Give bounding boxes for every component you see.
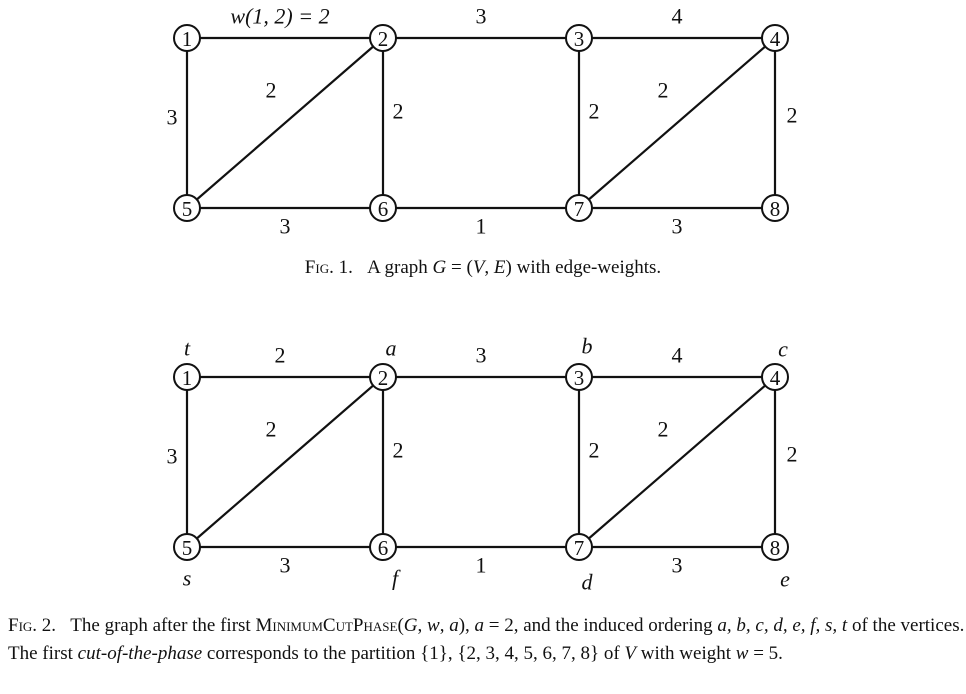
fig2-vertex-name-1: t: [183, 335, 191, 361]
fig1-node-2-label: 2: [377, 27, 389, 51]
fig1-edge-1-5-weight: 3: [166, 104, 178, 130]
fig2-symbol-a: a: [449, 615, 459, 636]
fig1-symbol-G: G: [432, 257, 447, 278]
fig2-ordering: a, b, c, d, e, f, s, t: [717, 615, 848, 636]
fig1-edge-4-7: [579, 38, 775, 208]
fig1-symbol-V: V: [472, 257, 485, 278]
fig2-edge-6-7-weight: 1: [475, 552, 487, 578]
fig1-text-d: ) with edge-weights.: [505, 257, 662, 278]
fig2-text-d: ,: [439, 615, 450, 636]
fig2-vertex-name-5: s: [182, 565, 192, 591]
fig2-vertex-name-7: d: [581, 569, 593, 595]
fig1-edge-3-7-weight: 2: [588, 98, 600, 124]
fig1-edge-4-8-weight: 2: [786, 102, 798, 128]
fig2-text-b: (: [397, 615, 404, 636]
fig1-edge-2-3-weight: 3: [475, 3, 487, 29]
fig2-node-7-label: 7: [573, 536, 585, 560]
fig1-group: [167, 4, 798, 239]
fig1-edge-1-2-weight: w(1, 2) = 2: [230, 3, 330, 29]
fig1-node-5-label: 5: [181, 197, 193, 221]
fig1-text-a: A graph: [367, 257, 433, 278]
fig2-edge-4-8-weight: 2: [786, 441, 798, 467]
fig1-node-4-label: 4: [769, 27, 781, 51]
fig2-node-2-label: 2: [377, 366, 389, 390]
fig1-symbol-E: E: [493, 257, 506, 278]
fig1-edge-3-4-weight: 4: [671, 3, 683, 29]
fig1-number: . 1.: [329, 257, 353, 278]
fig2-node-6-label: 6: [377, 536, 389, 560]
fig2-node-5-label: 5: [181, 536, 193, 560]
fig2-number: . 2.: [32, 615, 57, 636]
fig2-edge-2-5: [187, 377, 383, 547]
fig2-edge-1-2-weight: 2: [274, 342, 286, 368]
fig2-vertex-name-8: e: [780, 566, 790, 592]
fig2-vertex-name-3: b: [581, 333, 593, 359]
figure-2-caption: [8, 612, 966, 668]
fig2-edge-7-8-weight: 3: [671, 552, 683, 578]
fig2-node-3-label: 3: [573, 366, 585, 390]
fig1-edge-7-8-weight: 3: [671, 213, 683, 239]
fig2-node-8-label: 8: [769, 536, 781, 560]
fig2-text-a: The graph after the first: [70, 615, 256, 636]
fig1-text-c: ,: [484, 257, 494, 278]
fig2-edge-1-5-weight: 3: [166, 443, 178, 469]
fig2-symbol-V: V: [624, 643, 637, 664]
fig2-edge-4-7-weight: 2: [657, 416, 669, 442]
fig2-vertex-name-6: f: [391, 565, 399, 591]
fig2-text-i: with weight: [636, 643, 736, 664]
fig2-text-j: = 5.: [748, 643, 783, 664]
fig2-label: Fig: [8, 615, 33, 636]
fig1-edge-4-7-weight: 2: [657, 77, 669, 103]
fig2-text-e: ),: [458, 615, 475, 636]
fig2-edge-5-6-weight: 3: [279, 552, 291, 578]
fig2-symbol-a2: a: [474, 615, 485, 636]
fig2-group: [167, 334, 798, 595]
fig2-edge-2-5-weight: 2: [265, 416, 277, 442]
fig2-symbol-G: G: [403, 615, 418, 636]
fig2-text-f: = 2, and the induced ordering: [484, 615, 718, 636]
fig2-text-g: of the vertices. The first: [8, 615, 965, 664]
fig2-vertex-name-4: c: [778, 336, 788, 362]
fig1-text-b: = (: [446, 257, 473, 278]
fig2-symbol-w: w: [427, 615, 440, 636]
fig1-node-3-label: 3: [573, 27, 585, 51]
figure-1-caption: [0, 254, 966, 282]
fig2-text-h: corresponds to the partition {1}, {2, 3, 4, 5, 6, 7, 8} of: [202, 643, 625, 664]
fig1-edge-2-5-weight: 2: [265, 77, 277, 103]
fig1-node-1-label: 1: [181, 27, 193, 51]
fig1-edge-2-5: [187, 38, 383, 208]
fig1-edge-6-7-weight: 1: [475, 213, 487, 239]
fig1-node-7-label: 7: [573, 197, 585, 221]
fig1-label: Fig: [304, 257, 330, 278]
fig2-node-1-label: 1: [181, 366, 193, 390]
fig1-node-8-label: 8: [769, 197, 781, 221]
fig2-cut-term: cut-of-the-phase: [77, 643, 203, 664]
fig2-text-c: ,: [417, 615, 427, 636]
fig2-edge-2-6-weight: 2: [392, 437, 404, 463]
fig2-symbol-w2: w: [735, 643, 749, 664]
fig2-edge-3-7-weight: 2: [588, 437, 600, 463]
fig2-phase-name: MinimumCutPhase: [255, 615, 398, 636]
fig2-edge-3-4-weight: 4: [671, 342, 683, 368]
fig1-edge-5-6-weight: 3: [279, 213, 291, 239]
fig1-edge-2-6-weight: 2: [392, 98, 404, 124]
fig2-node-4-label: 4: [769, 366, 781, 390]
fig1-node-6-label: 6: [377, 197, 389, 221]
fig2-edge-2-3-weight: 3: [475, 342, 487, 368]
fig2-vertex-name-2: a: [385, 335, 397, 361]
fig2-edge-4-7: [579, 377, 775, 547]
